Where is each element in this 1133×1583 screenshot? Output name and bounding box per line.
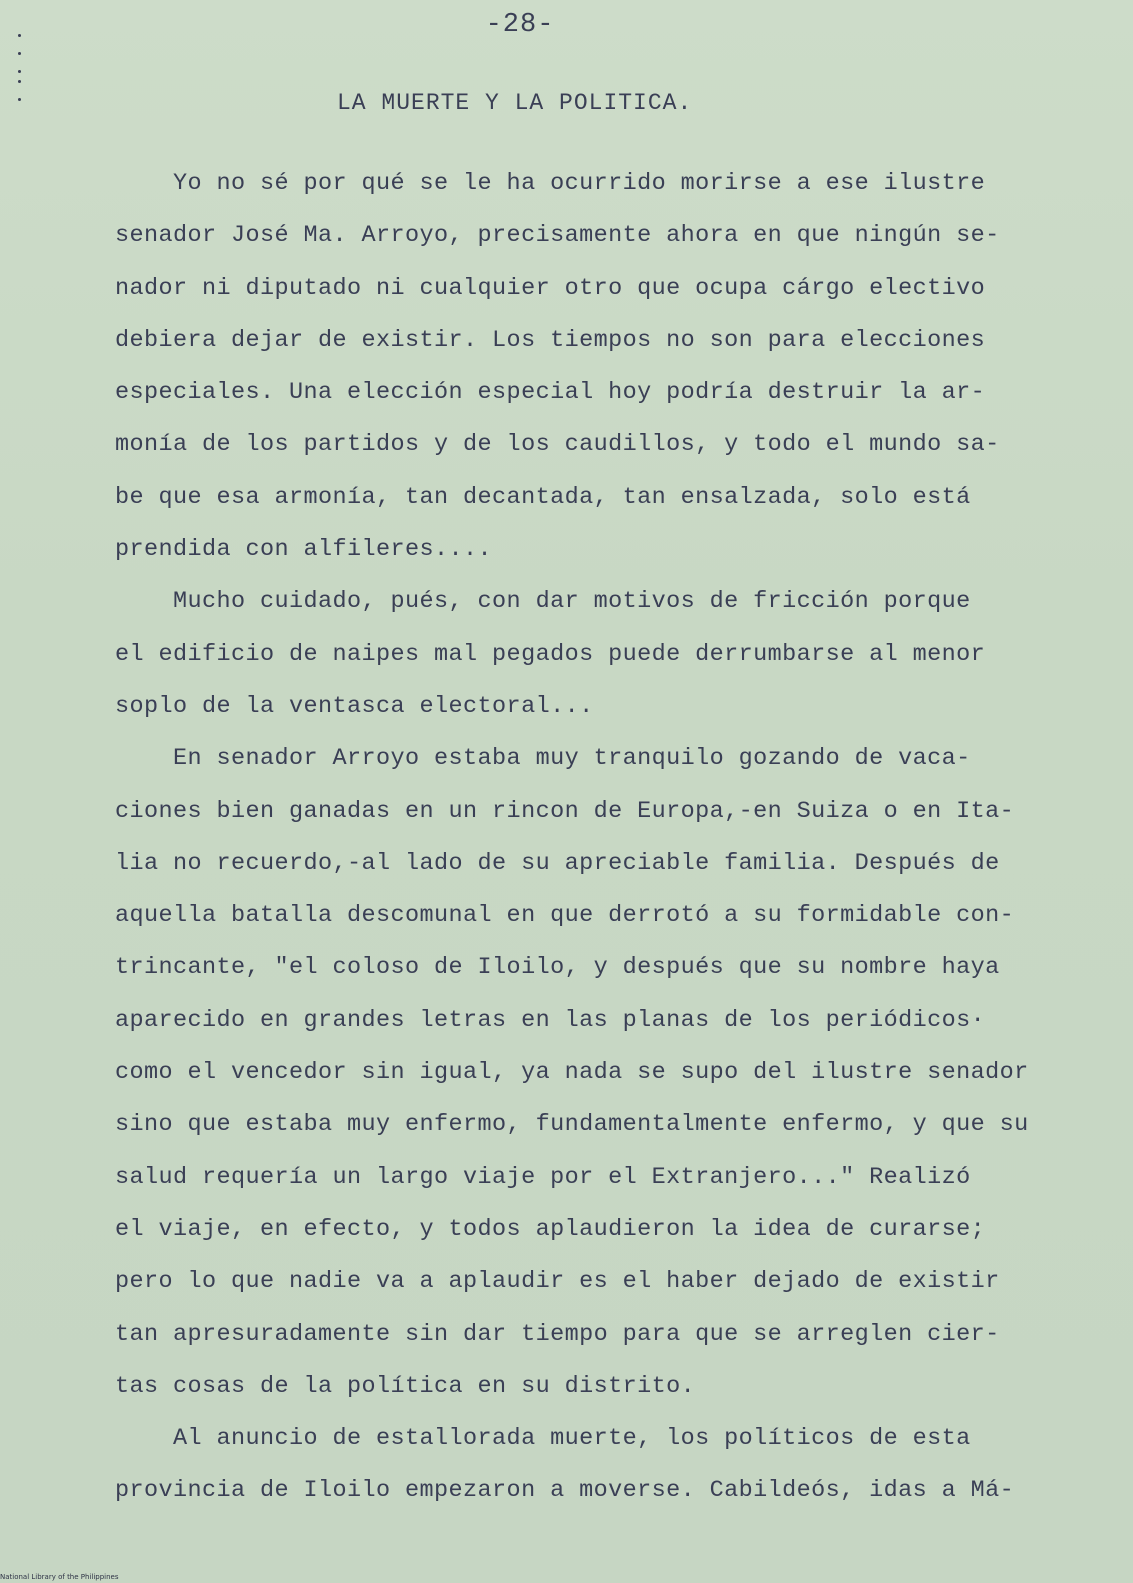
text-line: ciones bien ganadas en un rincon de Europa,-en Suiza o en Ita- (115, 797, 1015, 825)
text-line: aquella batalla descomunal en que derrotó a su formidable con- (115, 902, 1015, 930)
text-line: Yo no sé por qué se le ha ocurrido morirse a ese ilustre (115, 170, 986, 197)
text-line: Mucho cuidado, pués, con dar motivos de fricción porque (115, 588, 971, 616)
text-line: tas cosas de la política en su distrito. (115, 1372, 696, 1400)
text-line: Al anuncio de estallorada muerte, los políticos de esta (115, 1425, 971, 1453)
text-line: pero lo que nadie va a aplaudir es el haber dejado de existir (115, 1268, 1000, 1296)
footer-credit: National Library of the Philippines (0, 1573, 119, 1581)
text-line: especiales. Una elección especial hoy podría destruir la ar- (115, 379, 986, 407)
text-line: En senador Arroyo estaba muy tranquilo gozando de vaca- (115, 745, 971, 773)
text-line: el edificio de naipes mal pegados puede derrumbarse al menor (115, 640, 986, 668)
text-line: prendida con alfileres.... (115, 536, 493, 564)
text-line: trincante, "el coloso de Iloilo, y después que su nombre haya (115, 954, 1000, 982)
text-line: sino que estaba muy enfermo, fundamentalmente enfermo, y que su (115, 1111, 1029, 1139)
text-line: monía de los partidos y de los caudillos, y todo el mundo sa- (115, 431, 1000, 459)
text-line: senador José Ma. Arroyo, precisamente ahora en que ningún se- (115, 222, 1000, 250)
page-number: -28- (485, 10, 555, 40)
text-line: lia no recuerdo,-al lado de su apreciable familia. Después de (115, 849, 1000, 877)
text-line: nador ni diputado ni cualquier otro que ocupa cárgo electivo (115, 274, 986, 302)
text-line: tan apresuradamente sin dar tiempo para que se arreglen cier- (115, 1320, 1000, 1348)
text-line: debiera dejar de existir. Los tiempos no son para elecciones (115, 326, 986, 354)
text-line: provincia de Iloilo empezaron a moverse. Cabildeós, idas a Má- (115, 1477, 1015, 1505)
page-title: LA MUERTE Y LA POLITICA. (337, 90, 693, 116)
text-line: como el vencedor sin igual, ya nada se supo del ilustre senador (115, 1059, 1029, 1087)
text-line: el viaje, en efecto, y todos aplaudieron la idea de curarse; (115, 1215, 986, 1243)
text-line: salud requería un largo viaje por el Extranjero..." Realizó (115, 1163, 971, 1191)
text-line: soplo de la ventasca electoral... (115, 692, 594, 720)
text-line: aparecido en grandes letras en las planas de los periódicos· (115, 1006, 986, 1034)
body-text (115, 158, 1105, 1518)
text-line: be que esa armonía, tan decantada, tan ensalzada, solo está (115, 483, 971, 511)
